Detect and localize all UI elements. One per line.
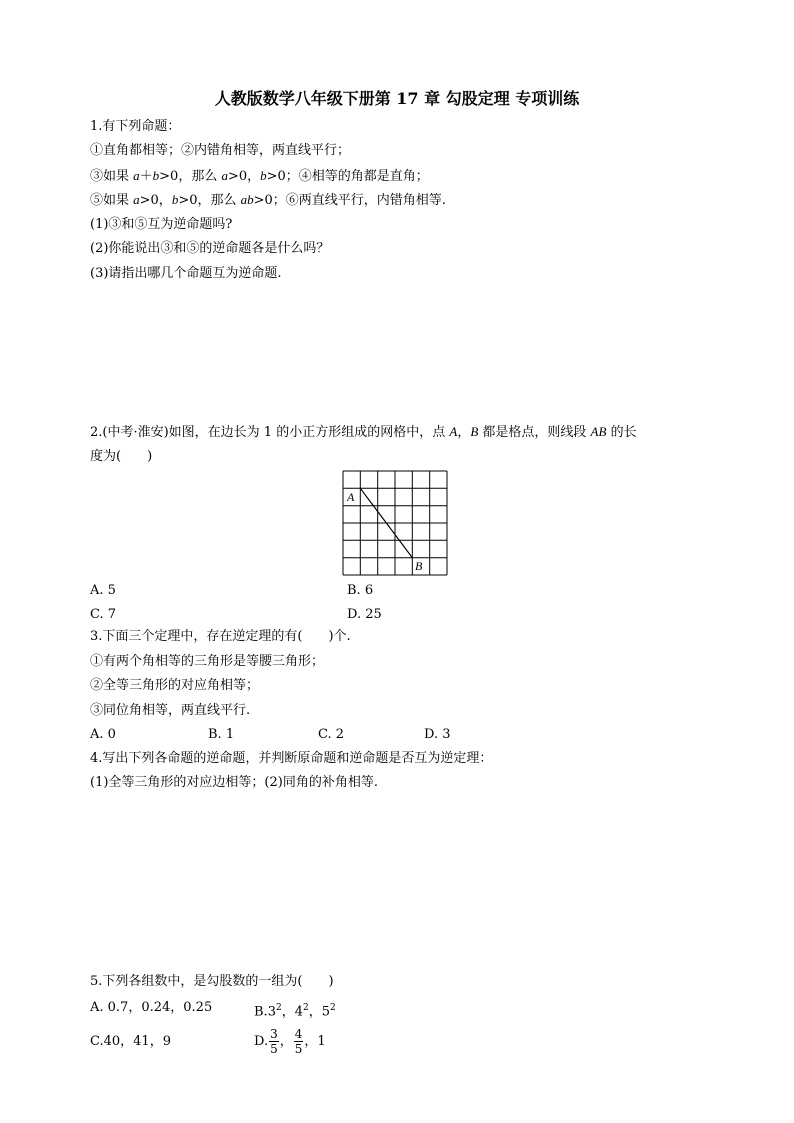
q4-line-1: (1)全等三角形的对应边相等；(2)同角的补角相等. [90,775,378,790]
q1-sub-1: (1)③和⑤互为逆命题吗? [90,217,233,232]
q5-option-b: $B.3^2$，$4^2$，$5^2$ [254,1003,336,1020]
point-a-label: A [347,490,355,504]
q2-option-c: C. 7 [90,607,117,622]
q2-option-d: D. 25 [347,607,382,622]
q5-option-d: D. $\frac{3}{5}$ ， $\frac{4}{5}$ ，1 [254,1027,326,1056]
q2-stem-2: 度为( ) [90,449,153,464]
q1-line-2: ③如果 a＋b>0，那么 a>0，b>0；④相等的角都是直角； [90,168,429,184]
q2-stem: 2.(中考·淮安)如图，在边长为 1 的小正方形组成的网格中，点 A，B 都是格点，则线段 AB 的长 [90,424,637,440]
q2-option-a: A. 5 [90,583,116,598]
q5-option-c: C.40，41，9 [90,1034,171,1049]
fraction-3-5: $\frac{3}{5}$ [270,1027,278,1056]
q3-line-1: ①有两个角相等的三角形是等腰三角形； [90,654,325,669]
q2-option-b: B. 6 [347,583,374,598]
q1-line-3: ⑤如果 a>0，b>0，那么 ab>0；⑥两直线平行，内错角相等. [90,192,446,208]
q1-sub-2: (2)你能说出③和⑤的逆命题各是什么吗？ [90,241,330,256]
grid-figure [342,470,448,576]
q1-sub-3: (3)请指出哪几个命题互为逆命题. [90,266,282,281]
q3-stem: 3.下面三个定理中，存在逆定理的有( )个. [90,629,351,644]
fraction-4-5: $\frac{4}{5}$ [294,1027,303,1056]
q3-option-a: A. 0 [90,727,116,742]
grid-lines [343,471,447,575]
q3-option-b: B. 1 [208,727,235,742]
q1-line-1: ①直角都相等；②内错角相等，两直线平行； [90,143,351,158]
q3-option-d: D. 3 [424,727,451,742]
page-title: 人教版数学八年级下册第 17 章 勾股定理 专项训练 [214,89,580,108]
q5-option-a: A. 0.7，0.24，0.25 [90,1000,213,1015]
q3-line-3: ③同位角相等，两直线平行. [90,703,251,718]
q3-line-2: ②全等三角形的对应角相等； [90,678,260,693]
q3-option-c: C. 2 [318,727,345,742]
point-b-label: B [415,559,423,573]
q4-stem: 4.写出下列各命题的逆命题，并判断原命题和逆命题是否互为逆定理： [90,751,493,766]
q5-stem: 5.下列各组数中，是勾股数的一组为( ) [90,974,334,989]
q1-stem: 1.有下列命题： [90,119,181,134]
